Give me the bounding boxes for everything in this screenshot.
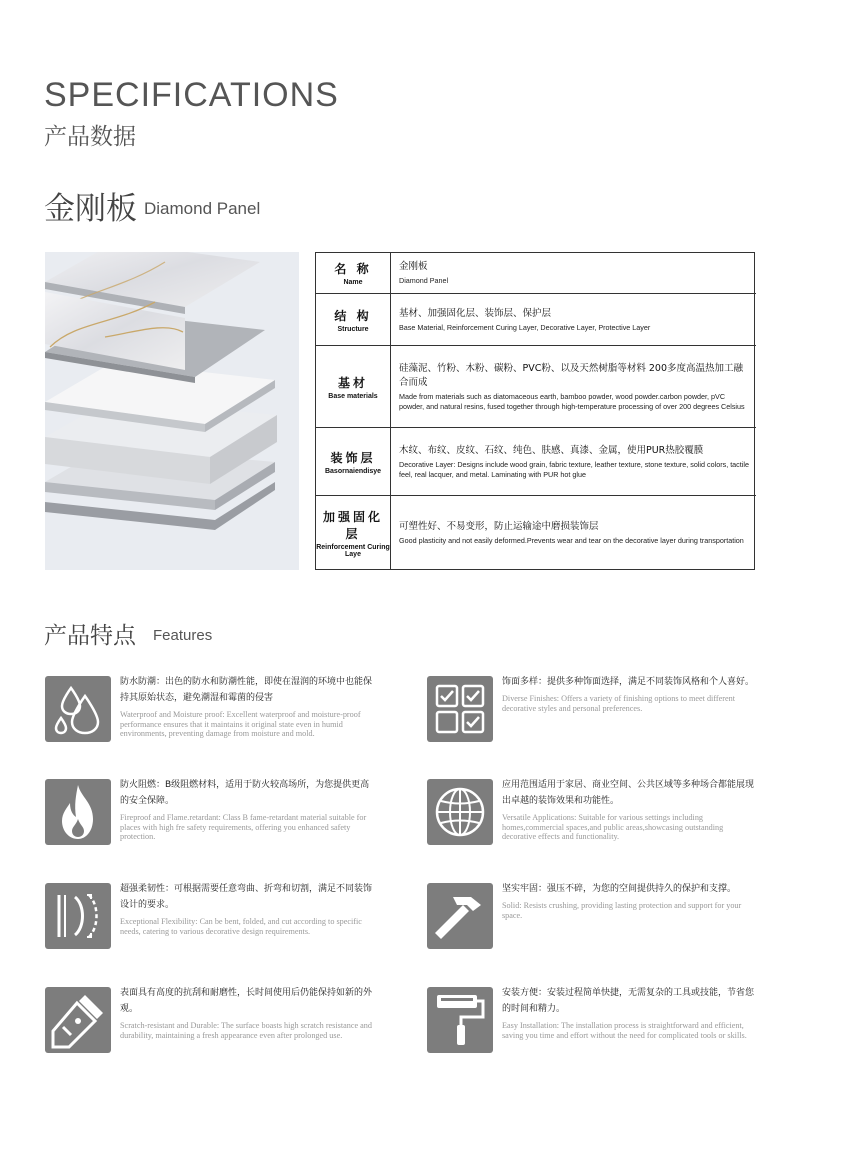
spec-label-cn: 装饰层 <box>330 450 376 465</box>
feature-solid <box>427 883 757 953</box>
feature-scratch-resistant <box>45 987 375 1057</box>
spec-value-en: Base Material, Reinforcement Curing Layer, Decorative Layer, Protective Layer <box>399 322 651 332</box>
feature-text-cn: 防火阻燃：B级阻燃材料，适用于防火较高场所，为您提供更高的安全保障。 <box>120 780 370 806</box>
page-title: SPECIFICATIONS <box>44 76 339 114</box>
feature-waterproof <box>45 676 375 746</box>
spec-label-en: Structure <box>337 325 369 333</box>
feature-text-en: Scratch-resistant and Durable: The surface boasts high scratch resistance and durability, maintaining a fresh appearance even after prolonged use. <box>120 1021 372 1040</box>
flame-icon <box>45 779 111 845</box>
paint-roller-icon <box>427 987 493 1053</box>
spec-row-reinforcement-layer <box>316 496 756 569</box>
checkbox-grid-icon <box>427 676 493 742</box>
globe-icon <box>427 779 493 845</box>
feature-text-cn: 表面具有高度的抗刮和耐磨性，长时间使用后仍能保持如新的外观。 <box>120 988 373 1014</box>
product-name-cn: 金刚板 <box>44 191 137 227</box>
feature-diverse-finishes <box>427 676 757 746</box>
spec-row-name <box>316 253 756 294</box>
spec-value-cn: 基材、加强固化层、装饰层、保护层 <box>399 307 552 319</box>
features-heading-en: Features <box>153 627 213 644</box>
feature-text-en: Easy Installation: The installation process is straightforward and efficient, saving you time and effort without the need for complicated tools or skills. <box>502 1021 747 1040</box>
feature-text-cn: 饰面多样：提供多种饰面选择，满足不同装饰风格和个人喜好。 <box>502 677 755 687</box>
feature-text-en: Fireproof and Flame.retardant: Class B fame-retardant material suitable for places with high fre safety requirements, offering you enhanced safety protection. <box>120 813 367 841</box>
spec-table <box>315 252 755 570</box>
feature-text-en: Solid: Resists crushing, providing lasting protection and support for your space. <box>502 901 742 920</box>
feature-text-cn: 应用范围适用于家居、商业空间、公共区域等多种场合都能展现出卓越的装饰效果和功能性。 <box>502 780 755 806</box>
feature-text-cn: 坚实牢固：强压不碎，为您的空间提供持久的保护和支撑。 <box>502 884 737 894</box>
spec-value-en: Made from materials such as diatomaceous earth, bamboo powder, wood powder.carbon powder, pVC powder, and natural resins, fused together through high-temperature processing of over 200 degrees Celsius <box>399 391 745 411</box>
spec-label-en: Base materials <box>328 392 378 400</box>
spec-value-en: Diamond Panel <box>399 276 449 285</box>
spec-value-cn: 木纹、布纹、皮纹、石纹、纯色、肤感、真漆、金属，使用PUR热胶覆膜 <box>399 444 704 456</box>
feature-text-en: Waterproof and Moisture proof: Excellent waterproof and moisture-proof performance ensures that it maintains it original state even in humid environments, preventing damage from moisture and mold. <box>120 710 361 738</box>
spec-value-en: Decorative Layer: Designs include wood grain, fabric texture, leather texture, stone texture, solid colors, tactile feel, real lacquer, and metal. Laminating with PUR hot glue <box>399 459 749 479</box>
page-subtitle: 产品数据 <box>44 124 136 150</box>
feature-text-cn: 安装方便：安装过程简单快捷，无需复杂的工具或技能，节省您的时间和精力。 <box>502 988 755 1014</box>
spec-row-base-materials <box>316 346 756 428</box>
feature-flexibility <box>45 883 375 953</box>
feature-text-cn: 超强柔韧性：可根据需要任意弯曲、折弯和切割，满足不同装饰设计的要求。 <box>120 884 373 910</box>
spec-value-cn: 硅藻泥、竹粉、木粉、碳粉、PVC粉、以及天然树脂等材料 200多度高温热加工融合而成 <box>399 362 744 388</box>
feature-text-en: Versatile Applications: Suitable for various settings including homes,commercial spaces,and public areas,showcasing outstanding decorative effects and functionality. <box>502 813 724 841</box>
hammer-icon <box>427 883 493 949</box>
feature-text-en: Diverse Finishes: Offers a variety of finishing options to meet different decorative styles and personal preferences. <box>502 694 735 713</box>
feature-text-en: Exceptional Flexibility: Can be bent, folded, and cut according to specific needs, catering to various decorative design requirements. <box>120 917 362 936</box>
spec-label-cn: 名 称 <box>334 262 372 276</box>
feature-versatile-applications <box>427 779 757 849</box>
spec-label-en: Basornaiendisye <box>324 467 382 475</box>
spec-value-cn: 金刚板 <box>399 261 428 272</box>
spec-label-en: Name <box>343 279 363 286</box>
spec-value-cn: 可塑性好、不易变形，防止运输途中磨损装饰层 <box>399 520 599 532</box>
water-drops-icon <box>45 676 111 742</box>
spec-label-cn: 基材 <box>337 375 368 390</box>
spec-row-decorative-layer <box>316 428 756 496</box>
panel-layers-illustration <box>45 252 299 570</box>
utility-knife-icon <box>45 987 111 1053</box>
feature-text-cn: 防水防潮：出色的防水和防潮性能，即使在湿润的环境中也能保持其原始状态，避免潮湿和霉菌的侵害 <box>120 677 373 703</box>
spec-label-cn: 结 构 <box>334 308 372 323</box>
features-heading-cn: 产品特点 <box>44 623 136 649</box>
feature-easy-installation <box>427 987 757 1057</box>
product-name-en: Diamond Panel <box>144 199 261 218</box>
spec-label-cn: 加强固化层 <box>322 509 383 541</box>
feature-fireproof <box>45 779 375 849</box>
flexible-panel-icon <box>45 883 111 949</box>
spec-label-en: Reinforcement Curing Laye <box>316 543 390 558</box>
spec-value-en: Good plasticity and not easily deformed.Prevents wear and tear on the decorative layer during transportation <box>399 535 744 545</box>
spec-row-structure <box>316 294 756 346</box>
